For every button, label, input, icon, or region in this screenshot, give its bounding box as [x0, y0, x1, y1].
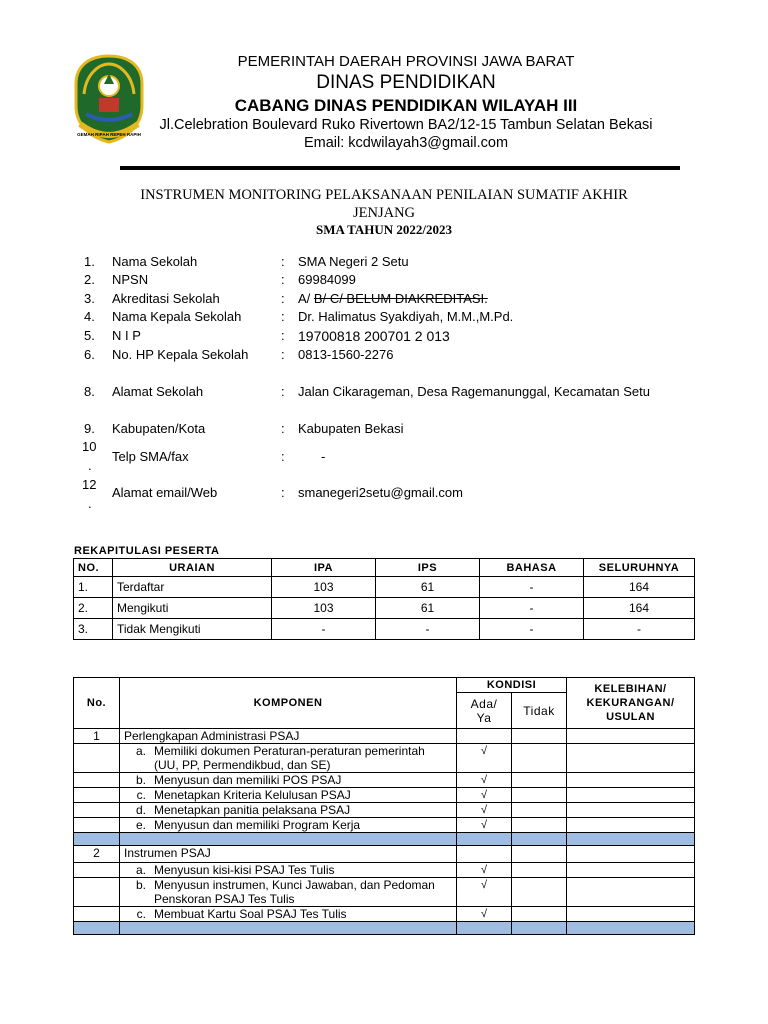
empty-cell [74, 803, 120, 818]
identity-value: Kabupaten Bekasi [298, 421, 404, 436]
item-text: Menyusun dan memiliki Program Kerja [154, 818, 361, 832]
logo-motto: GEMAH RIPAH REPEH RAPIH [77, 132, 141, 137]
identity-colon: : [281, 291, 285, 306]
identity-colon: : [281, 485, 285, 500]
identity-colon: : [281, 328, 285, 343]
identity-value: 0813-1560-2276 [298, 347, 394, 362]
empty-cell [512, 846, 567, 863]
component-item-row [74, 818, 695, 833]
item-text: Menetapkan Kriteria Kelulusan PSAJ [154, 788, 351, 802]
band-cell [120, 922, 457, 935]
table-cell: 103 [272, 577, 376, 598]
empty-cell [457, 729, 512, 744]
section-number: 2 [74, 846, 120, 863]
column-header: URAIAN [113, 559, 272, 577]
item-text: Menyusun instrumen, Kunci Jawaban, dan Pedoman Penskoran PSAJ Tes Tulis [154, 878, 435, 906]
check-tidak [512, 878, 567, 907]
notes-cell [567, 907, 695, 922]
identity-value: 69984099 [298, 272, 356, 287]
notes-cell [567, 863, 695, 878]
notes-cell [567, 818, 695, 833]
identity-label: Kabupaten/Kota [112, 421, 206, 436]
check-ada: √ [457, 744, 512, 773]
document-title-line2: JENJANG [352, 205, 416, 221]
identity-number-dot: . [88, 496, 92, 511]
identity-value: SMA Negeri 2 Setu [298, 254, 409, 269]
identity-label: N I P [112, 328, 141, 343]
column-header: IPA [272, 559, 376, 577]
item-text: Memiliki dokumen Peraturan-peraturan pemerintah (UU, PP, Permendikbud, dan SE) [154, 744, 425, 772]
header-agency: DINAS PENDIDIKAN [316, 72, 496, 93]
column-header-no: No. [74, 678, 120, 729]
table-row [74, 598, 695, 619]
table-header-row [74, 559, 695, 577]
table-header-row [74, 678, 695, 693]
table-cell: 1. [74, 577, 113, 598]
check-tidak [512, 744, 567, 773]
table-cell: Terdaftar [113, 577, 272, 598]
identity-value: Dr. Halimatus Syakdiyah, M.M.,M.Pd. [298, 309, 514, 324]
identity-label: Alamat email/Web [112, 485, 218, 500]
identity-label: Telp SMA/fax [112, 449, 189, 464]
section-number: 1 [74, 729, 120, 744]
notes-cell [567, 878, 695, 907]
header-email: Email: kcdwilayah3@gmail.com [303, 135, 509, 151]
table-cell: 61 [376, 598, 480, 619]
empty-cell [74, 744, 120, 773]
identity-number: 8. [84, 384, 95, 399]
item-letter: d. [135, 803, 146, 817]
table-cell: - [376, 619, 480, 640]
notes-cell [567, 803, 695, 818]
identity-number: 2. [84, 272, 95, 287]
item-text: Menyusun dan memiliki POS PSAJ [154, 773, 342, 787]
identity-value: 19700818 200701 2 013 [298, 328, 450, 344]
band-cell [457, 922, 512, 935]
item-letter: e. [135, 818, 146, 832]
check-ada: √ [457, 907, 512, 922]
identity-number: 12 [82, 477, 97, 492]
identity-colon: : [281, 449, 285, 464]
check-tidak [512, 818, 567, 833]
table-cell: - [480, 619, 584, 640]
table-row [74, 619, 695, 640]
table-cell: Tidak Mengikuti [113, 619, 272, 640]
identity-label: NPSN [112, 272, 149, 287]
identity-colon: : [281, 272, 285, 287]
column-header: BAHASA [480, 559, 584, 577]
item-letter: c. [136, 788, 146, 802]
item-letter: b. [135, 878, 146, 892]
empty-cell [567, 729, 695, 744]
empty-cell [567, 846, 695, 863]
identity-colon: : [281, 254, 285, 269]
empty-cell [457, 846, 512, 863]
table-cell: 164 [584, 598, 695, 619]
identity-number: 9. [84, 421, 95, 436]
table-cell: 61 [376, 577, 480, 598]
component-item-row [74, 863, 695, 878]
recap-title: REKAPITULASI PESERTA [74, 545, 220, 557]
accreditation-selected: A/ [298, 291, 311, 306]
identity-number: 5. [84, 328, 95, 343]
check-ada: √ [457, 788, 512, 803]
participant-recap-table [73, 558, 695, 640]
column-header: NO. [74, 559, 113, 577]
section-title: Instrumen PSAJ [120, 846, 457, 863]
empty-cell [74, 773, 120, 788]
identity-value: Jalan Cikarageman, Desa Ragemanunggal, Kecamatan Setu [298, 384, 650, 399]
component-checklist-table [73, 677, 695, 935]
item-letter: c. [136, 907, 146, 921]
identity-value: smanegeri2setu@gmail.com [298, 485, 463, 500]
check-ada: √ [457, 773, 512, 788]
component-item-row [74, 788, 695, 803]
column-header: IPS [376, 559, 480, 577]
check-tidak [512, 863, 567, 878]
column-header: SELURUHNYA [584, 559, 695, 577]
header-divider [120, 166, 680, 170]
item-letter: a. [135, 744, 146, 758]
component-item-row [74, 907, 695, 922]
item-letter: b. [135, 773, 146, 787]
identity-number: 4. [84, 309, 95, 324]
table-cell: - [272, 619, 376, 640]
component-item-row [74, 773, 695, 788]
band-cell [74, 833, 120, 846]
empty-cell [74, 863, 120, 878]
check-tidak [512, 803, 567, 818]
identity-label: Nama Kepala Sekolah [112, 309, 242, 324]
component-item-row [74, 803, 695, 818]
band-cell [567, 833, 695, 846]
section-separator-band [74, 922, 695, 935]
header-address: Jl.Celebration Boulevard Ruko Rivertown BA2/12-15 Tambun Selatan Bekasi [159, 117, 653, 133]
document-subtitle: SMA TAHUN 2022/2023 [315, 222, 453, 237]
check-tidak [512, 788, 567, 803]
empty-cell [74, 878, 120, 907]
notes-cell [567, 788, 695, 803]
table-cell: 103 [272, 598, 376, 619]
check-ada: √ [457, 803, 512, 818]
table-cell: - [480, 577, 584, 598]
section-row [74, 729, 695, 744]
identity-number-dot: . [88, 458, 92, 473]
empty-cell [74, 818, 120, 833]
header-branch: CABANG DINAS PENDIDIKAN WILAYAH III [234, 96, 578, 115]
empty-cell [74, 907, 120, 922]
component-item-row [74, 878, 695, 907]
header-government: PEMERINTAH DAERAH PROVINSI JAWA BARAT [237, 53, 575, 70]
table-cell: 164 [584, 577, 695, 598]
identity-value: - [321, 449, 326, 464]
check-tidak [512, 773, 567, 788]
table-cell: 2. [74, 598, 113, 619]
identity-colon: : [281, 347, 285, 362]
section-title: Perlengkapan Administrasi PSAJ [120, 729, 457, 744]
identity-label: Alamat Sekolah [112, 384, 204, 399]
check-ada: √ [457, 878, 512, 907]
check-tidak [512, 907, 567, 922]
table-cell: 3. [74, 619, 113, 640]
identity-number: 6. [84, 347, 95, 362]
column-header-kelebihan: KELEBIHAN/ KEKURANGAN/ USULAN [567, 678, 695, 729]
table-cell: - [584, 619, 695, 640]
table-cell: Mengikuti [113, 598, 272, 619]
section-separator-band [74, 833, 695, 846]
item-text: Menyusun kisi-kisi PSAJ Tes Tulis [154, 863, 335, 877]
item-letter: a. [135, 863, 146, 877]
column-header-tidak: Tidak [512, 693, 567, 729]
identity-colon: : [281, 421, 285, 436]
accreditation-struck-options: B/ C/ BELUM DIAKREDITASI. [313, 291, 488, 306]
identity-number: 3. [84, 291, 95, 306]
identity-colon: : [281, 384, 285, 399]
identity-value [298, 291, 488, 306]
notes-cell [567, 744, 695, 773]
check-ada: √ [457, 818, 512, 833]
band-cell [567, 922, 695, 935]
item-text: Membuat Kartu Soal PSAJ Tes Tulis [154, 907, 347, 921]
column-header-ada-ya: Ada/ Ya [457, 693, 512, 729]
column-header-komponen: KOMPONEN [120, 678, 457, 729]
identity-number: 1. [84, 254, 95, 269]
band-cell [512, 922, 567, 935]
empty-cell [512, 729, 567, 744]
identity-label: Akreditasi Sekolah [112, 291, 220, 306]
check-ada: √ [457, 863, 512, 878]
document-title: INSTRUMEN MONITORING PELAKSANAAN PENILAIAN SUMATIF AKHIR [140, 187, 628, 203]
component-item-row [74, 744, 695, 773]
table-row [74, 577, 695, 598]
identity-label: Nama Sekolah [112, 254, 198, 269]
section-row [74, 846, 695, 863]
table-cell: - [480, 598, 584, 619]
notes-cell [567, 773, 695, 788]
band-cell [120, 833, 457, 846]
item-text: Menetapkan panitia pelaksana PSAJ [154, 803, 351, 817]
identity-number: 10 [82, 439, 97, 454]
band-cell [512, 833, 567, 846]
band-cell [457, 833, 512, 846]
identity-label: No. HP Kepala Sekolah [112, 347, 249, 362]
column-header-kondisi: KONDISI [457, 678, 567, 693]
band-cell [74, 922, 120, 935]
empty-cell [74, 788, 120, 803]
identity-colon: : [281, 309, 285, 324]
